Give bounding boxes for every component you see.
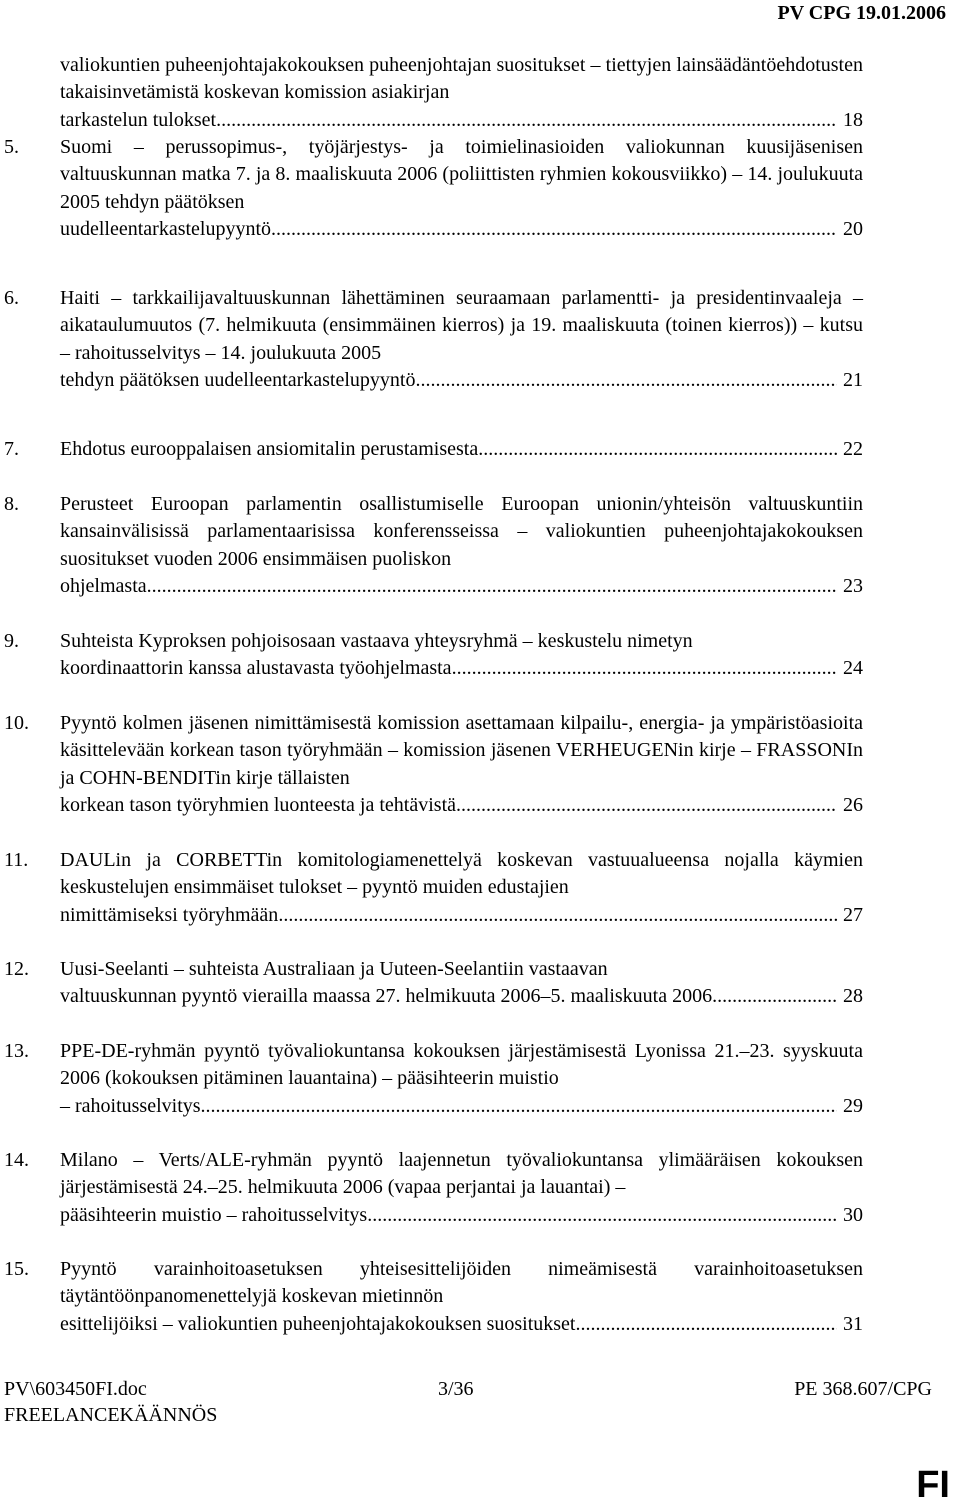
footer-file-name: PV\603450FI.doc xyxy=(4,1378,147,1400)
toc-entry-number: 11. xyxy=(4,849,29,871)
toc-entry-text-end: valtuuskunnan pyyntö vierailla maassa 27. helmikuuta 2006–5. maaliskuuta 2006 xyxy=(60,985,713,1008)
toc-entry-number: 7. xyxy=(4,438,19,460)
toc-entry-7[interactable] xyxy=(0,436,960,491)
toc-page-number: 20 xyxy=(843,218,863,241)
toc-entry-text: Milano – Verts/ALE-ryhmän pyyntö laajennetun työvaliokuntansa ylimääräisen kokouksen järjestämisestä 24.–25. helmikuuta 2006 (vapaa perjantai ja lauantai) – xyxy=(60,1149,863,1199)
toc-entry-number: 10. xyxy=(4,712,29,734)
toc-entry-number: 8. xyxy=(4,493,19,515)
toc-entry-text-end: tarkastelun tulokset xyxy=(60,108,217,131)
toc-page-number: 30 xyxy=(843,1203,863,1226)
toc-entry-11[interactable] xyxy=(0,847,960,956)
toc-entry-text-end: esittelijöiksi – valiokuntien puheenjohtajakokouksen suositukset xyxy=(60,1312,576,1335)
toc-entry-text-end: nimittämiseksi työryhmään xyxy=(60,903,279,926)
language-code: FI xyxy=(916,1464,950,1506)
toc-entry-6[interactable] xyxy=(0,285,960,436)
toc-entry-15[interactable] xyxy=(0,1256,960,1352)
toc-entry-number: 6. xyxy=(4,287,19,309)
footer-reference: PE 368.607/CPG xyxy=(794,1378,932,1400)
dot-leader xyxy=(576,1311,838,1338)
toc-entry-number: 14. xyxy=(4,1149,29,1171)
toc-entry-number: 13. xyxy=(4,1040,29,1062)
toc-page-number: 18 xyxy=(843,108,863,131)
toc-entry-text: Suomi – perussopimus-, työjärjestys- ja toimielinasioiden valiokunnan kuusijäsenisen valtuuskunnan matka 7. ja 8. maaliskuuta 2006 (poliittisten ryhmien kokousviikko) – 14. joulukuuta 2005 tehdyn päätöksen xyxy=(60,136,863,213)
toc-page-number: 31 xyxy=(843,1312,863,1335)
toc-entry-number: 5. xyxy=(4,136,19,158)
toc-entry-text-end: korkean tason työryhmien luonteesta ja tehtävistä xyxy=(60,794,456,817)
toc-entry-number: 9. xyxy=(4,630,19,652)
table-of-contents xyxy=(0,52,960,1352)
toc-page-number: 26 xyxy=(843,794,863,817)
toc-entry-text: DAULin ja CORBETTin komitologiamenettelyä koskevan vastuualueensa nojalla käymien keskustelujen ensimmäiset tulokset – pyyntö muiden edustajien xyxy=(60,849,863,899)
toc-entry-9[interactable] xyxy=(0,628,960,710)
toc-entry-8[interactable] xyxy=(0,491,960,628)
toc-entry-text-end: koordinaattorin kanssa alustavasta työohjelmasta xyxy=(60,657,452,680)
dot-leader xyxy=(201,1093,837,1120)
dot-leader xyxy=(415,367,837,394)
footer-page-counter: 3/36 xyxy=(438,1378,474,1400)
toc-entry-text-end: tehdyn päätöksen uudelleentarkastelupyyntö xyxy=(60,369,416,392)
toc-entry-text: Haiti – tarkkailijavaltuuskunnan lähettäminen seuraamaan parlamentti- ja presidentinvaaleja – aikataulumuutos (7. helmikuuta (ensimmäinen kierros) ja 19. maaliskuuta (toinen kierros)) – kutsu – rahoitusselvitys – 14. joulukuuta 2005 xyxy=(60,287,863,364)
toc-entry-10[interactable] xyxy=(0,710,960,847)
toc-entry-text: Uusi-Seelanti – suhteista Australiaan ja Uuteen-Seelantiin vastaavan xyxy=(60,958,608,980)
toc-page-number: 24 xyxy=(843,657,863,680)
toc-page-number: 21 xyxy=(843,369,863,392)
dot-leader xyxy=(147,573,837,600)
dot-leader xyxy=(271,216,837,243)
toc-entry-text: Perusteet Euroopan parlamentin osallistumiselle Euroopan unionin/yhteisön valtuuskuntiin kansainvälisissä parlamentaarisissa konferensseissa – valiokuntien puheenjohtajakokouksen suositukset vuoden 2006 ensimmäisen puoliskon xyxy=(60,493,863,570)
toc-entry-text: PPE-DE-ryhmän pyyntö työvaliokuntansa kokouksen järjestämisestä Lyonissa 21.–23. syyskuuta 2006 (kokouksen pitäminen lauantaina) – pääsihteerin muistio xyxy=(60,1040,863,1090)
toc-entry-text-end: Ehdotus eurooppalaisen ansiomitalin perustamisesta xyxy=(60,438,479,460)
toc-page-number: 27 xyxy=(843,903,863,926)
document-reference: PV CPG 19.01.2006 xyxy=(777,2,946,24)
dot-leader xyxy=(456,792,837,819)
dot-leader xyxy=(367,1202,837,1229)
dot-leader xyxy=(712,983,837,1010)
toc-entry-number: 12. xyxy=(4,958,29,980)
toc-page-number: 28 xyxy=(843,985,863,1008)
dot-leader xyxy=(216,107,837,134)
toc-entry-12[interactable] xyxy=(0,956,960,1038)
toc-entry-text: Suhteista Kyproksen pohjoisosaan vastaava yhteysryhmä – keskustelu nimetyn xyxy=(60,630,693,652)
toc-entry-5[interactable] xyxy=(0,134,960,285)
dot-leader xyxy=(478,436,837,463)
toc-entry-text-end: – rahoitusselvitys xyxy=(60,1094,201,1117)
footer-translation-note: FREELANCEKÄÄNNÖS xyxy=(4,1404,218,1426)
toc-entry-number: 15. xyxy=(4,1258,29,1280)
toc-entry-13[interactable] xyxy=(0,1038,960,1147)
toc-page-number: 23 xyxy=(843,575,863,598)
dot-leader xyxy=(278,902,837,929)
toc-entry-text-end: pääsihteerin muistio – rahoitusselvitys xyxy=(60,1203,368,1226)
toc-entry-14[interactable] xyxy=(0,1147,960,1256)
toc-page-number: 29 xyxy=(843,1094,863,1117)
dot-leader xyxy=(452,655,837,682)
toc-entry-text: valiokuntien puheenjohtajakokouksen puheenjohtajan suositukset – tiettyjen lainsäädäntöehdotusten takaisinvetämistä koskevan komission asiakirjan xyxy=(60,54,863,104)
toc-entry-text-end: uudelleentarkastelupyyntö xyxy=(60,218,272,241)
toc-entry-text-end: ohjelmasta xyxy=(60,575,147,598)
toc-entry-text: Pyyntö varainhoitoasetuksen yhteisesittelijöiden nimeämisestä varainhoitoasetuksen täytäntöönpanomenettelyjä koskevan mietinnön xyxy=(60,1258,863,1308)
toc-entry-continued[interactable] xyxy=(0,52,960,134)
toc-entry-text: Pyyntö kolmen jäsenen nimittämisestä komission asettamaan kilpailu-, energia- ja ympäristöasioita käsittelevään korkean tason työryhmään – komission jäsenen VERHEUGENin kirje – FRASSONIn ja COHN-BENDITin kirje tällaisten xyxy=(60,712,863,789)
toc-page-number: 22 xyxy=(843,438,863,460)
